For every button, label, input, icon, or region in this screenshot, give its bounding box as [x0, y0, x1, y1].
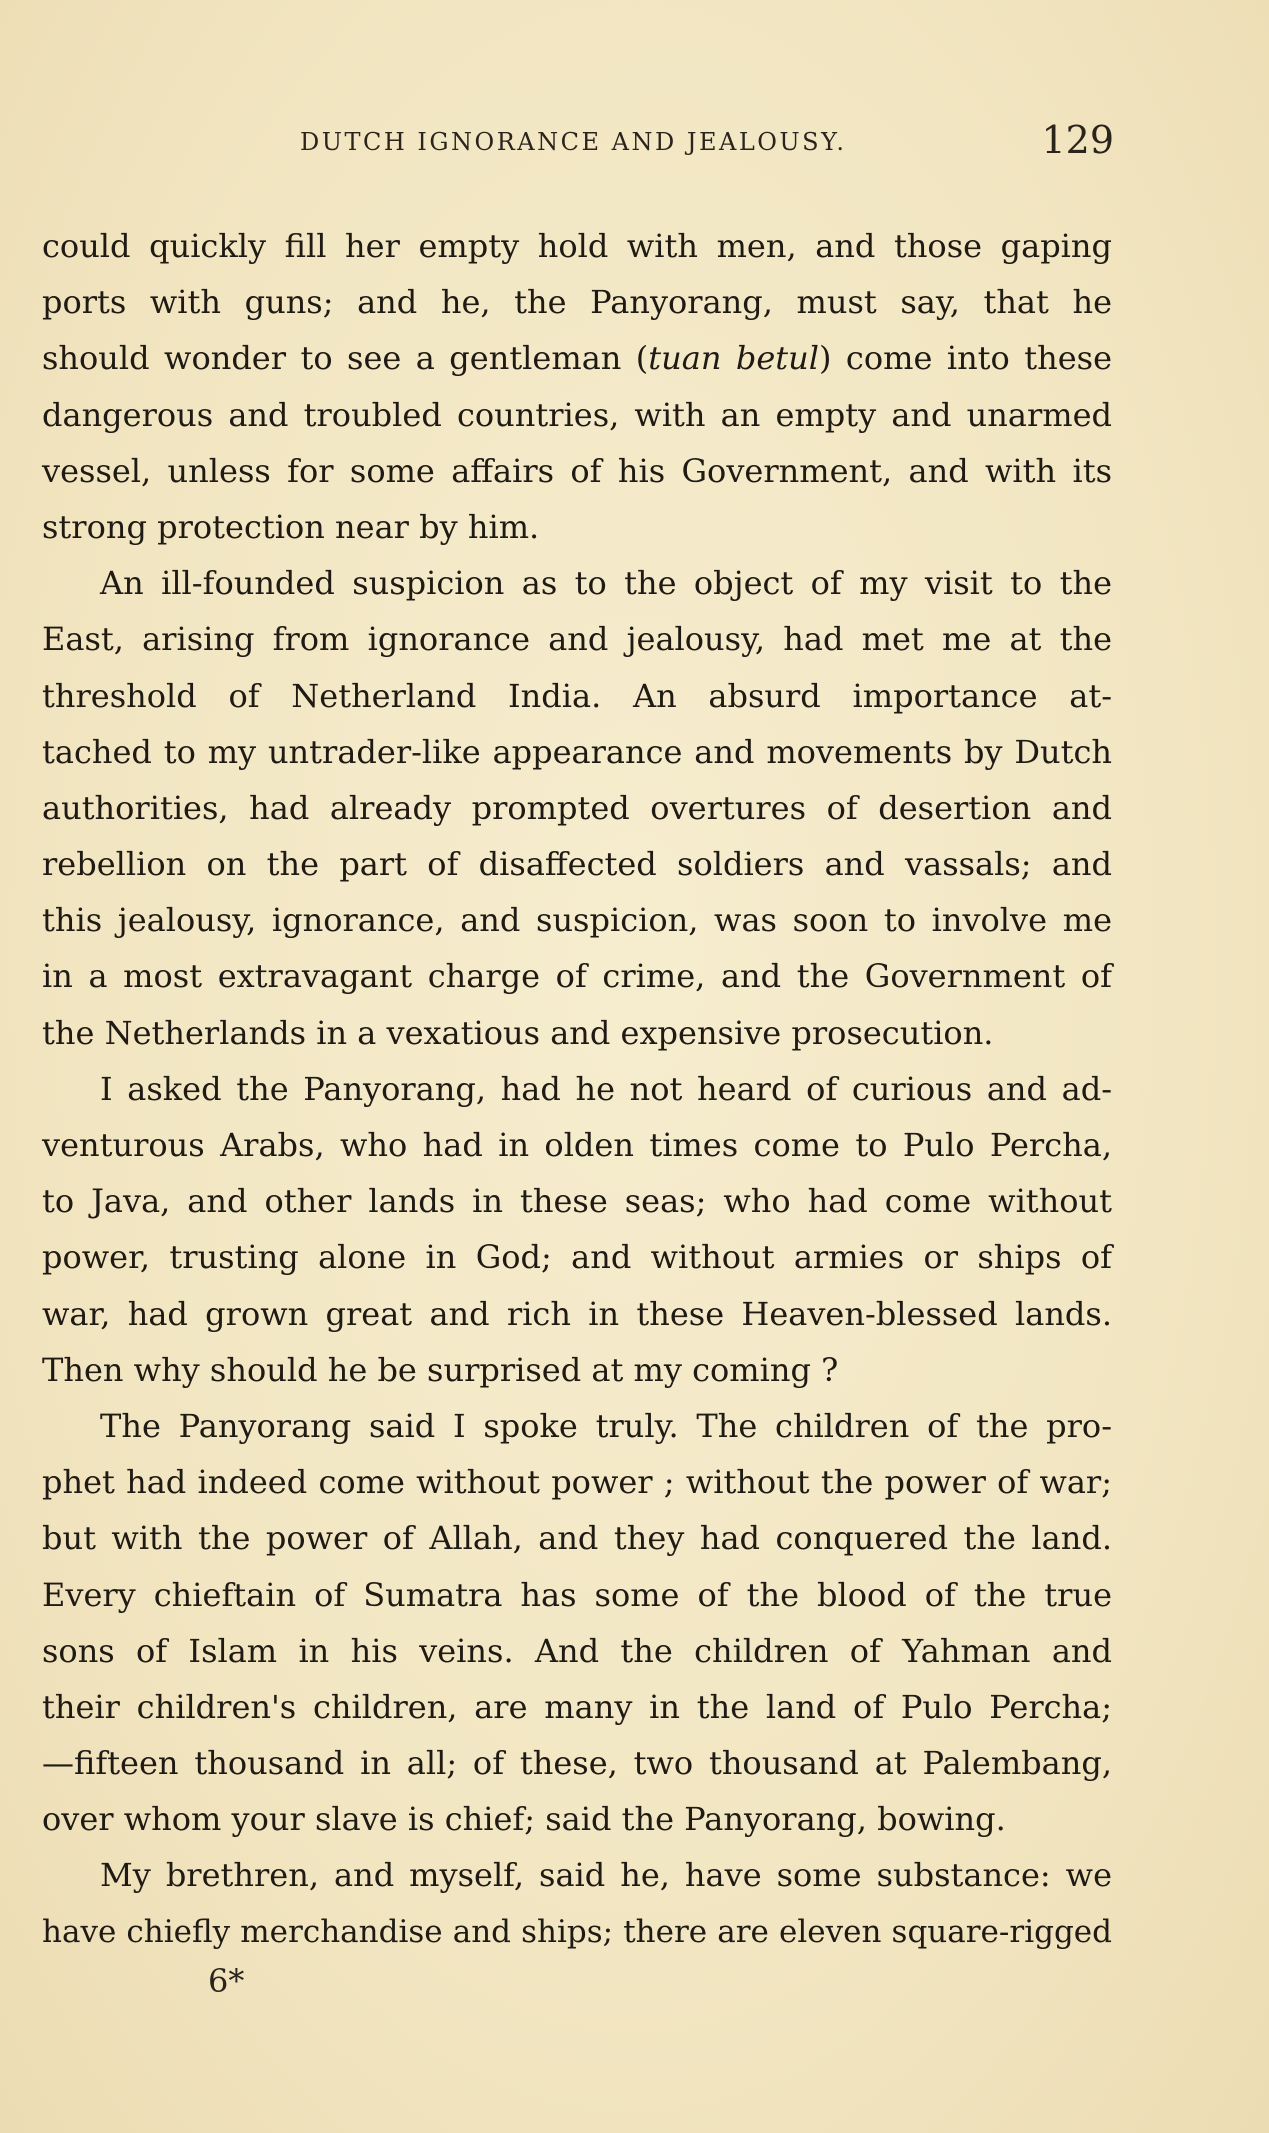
text-line: rebellion on the part of disaffected soldiers and vassals; and [42, 845, 1112, 884]
running-title: DUTCH IGNORANCE AND JEALOUSY. [300, 128, 847, 156]
text-line: authorities, had already prompted overtures of desertion and [42, 788, 1112, 827]
text-line: in a most extravagant charge of crime, and the Government of [42, 957, 1112, 996]
paragraph-start: An ill-founded suspicion as to the object of my visit to the [100, 564, 1112, 603]
text-line: Then why should he be surprised at my coming ? [42, 1350, 839, 1389]
text-line: war, had grown great and rich in these Heaven-blessed lands. [42, 1294, 1112, 1333]
text-line: Every chieftain of Sumatra has some of the blood of the true [42, 1575, 1112, 1614]
text-line: power, trusting alone in God; and without armies or ships of [42, 1238, 1112, 1277]
text-line: their children's children, are many in the land of Pulo Percha; [42, 1687, 1112, 1726]
page-number: 129 [1041, 118, 1114, 162]
text-line: have chiefly merchandise and ships; there are eleven square-rigged [42, 1913, 1112, 1950]
text-line: ports with guns; and he, the Panyorang, must say, that he [42, 283, 1112, 322]
text-line: should wonder to see a gentleman (tuan betul) come into these [42, 339, 1113, 378]
text-line: vessel, unless for some affairs of his Government, and with its [42, 451, 1112, 490]
paragraph-start: I asked the Panyorang, had he not heard of curious and ad- [100, 1069, 1112, 1108]
paragraph-start: The Panyorang said I spoke truly. The children of the pro- [100, 1406, 1112, 1445]
body-text [42, 218, 1112, 1960]
text-line: venturous Arabs, who had in olden times come to Pulo Percha, [42, 1126, 1112, 1164]
text-line: —fifteen thousand in all; of these, two thousand at Palembang, [42, 1744, 1112, 1783]
italic-phrase: tuan betul [648, 339, 820, 378]
text-line: strong protection near by him. [42, 507, 540, 546]
running-head [0, 118, 1269, 168]
text-line: phet had indeed come without power ; without the power of war; [42, 1463, 1112, 1502]
signature-mark: 6* [208, 1962, 245, 2000]
text-line: dangerous and troubled countries, with an empty and unarmed [42, 395, 1112, 434]
text-line: could quickly fill her empty hold with men, and those gaping [42, 227, 1112, 265]
text-line: East, arising from ignorance and jealousy, had met me at the [42, 620, 1112, 659]
paragraph-start: My brethren, and myself, said he, have some substance: we [100, 1856, 1112, 1895]
text-line: but with the power of Allah, and they had conquered the land. [42, 1519, 1112, 1558]
text-line: this jealousy, ignorance, and suspicion, was soon to involve me [42, 901, 1112, 940]
text-line: over whom your slave is chief; said the Panyorang, bowing. [42, 1800, 1006, 1839]
text-line: to Java, and other lands in these seas; who had come without [42, 1182, 1112, 1221]
text-line: tached to my untrader-like appearance and movements by Dutch [42, 732, 1112, 771]
text-line: threshold of Netherland India. An absurd importance at- [42, 676, 1112, 715]
text-line: the Netherlands in a vexatious and expensive prosecution. [42, 1013, 994, 1052]
text-line: sons of Islam in his veins. And the children of Yahman and [42, 1631, 1112, 1670]
